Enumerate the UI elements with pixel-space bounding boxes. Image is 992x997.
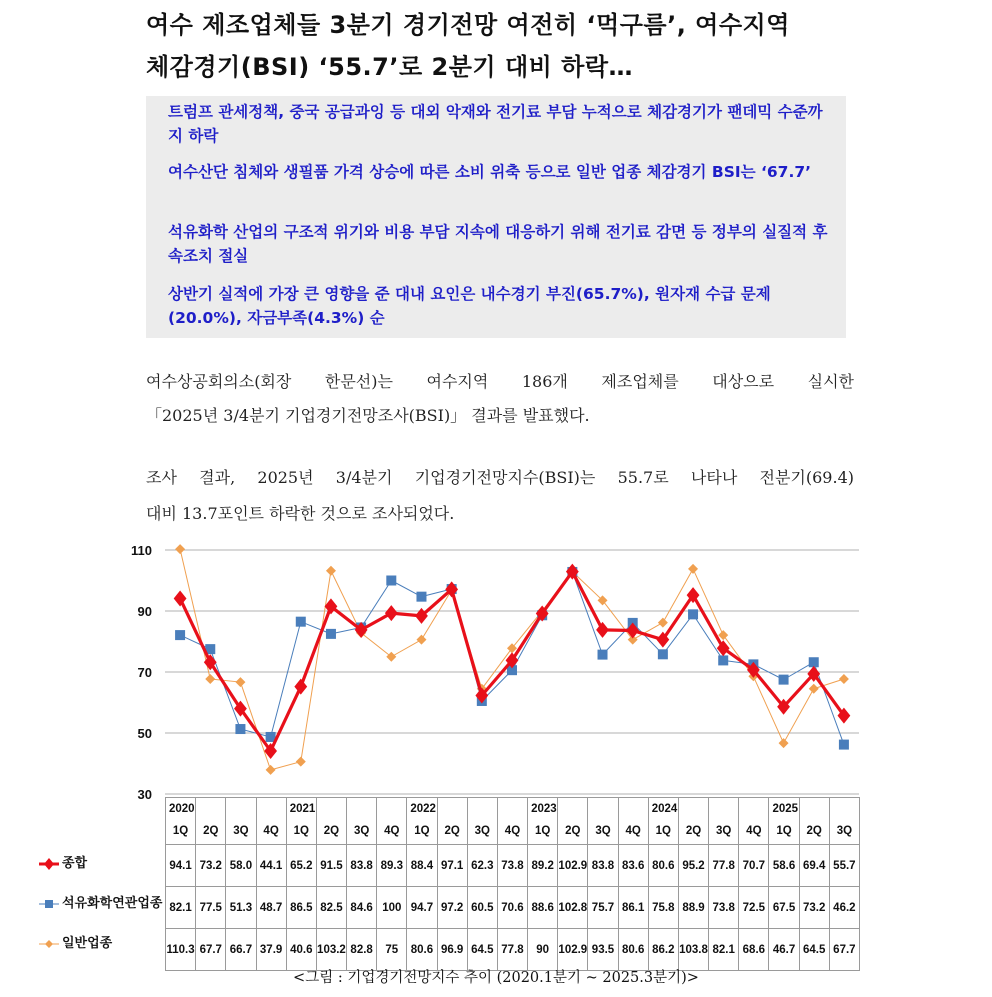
legend-entry xyxy=(38,852,87,871)
legend-marker-icon xyxy=(38,855,62,870)
data-label: 94.7 xyxy=(407,887,437,929)
legend-marker-icon xyxy=(38,935,62,950)
category-label xyxy=(467,798,497,845)
series-1-point xyxy=(294,679,307,695)
quarter-label: 1Q xyxy=(414,825,430,837)
quarter-label: 1Q xyxy=(293,825,309,837)
data-label: 80.6 xyxy=(618,929,648,971)
category-label xyxy=(316,798,346,845)
data-label: 84.6 xyxy=(347,887,377,929)
data-label: 100 xyxy=(377,887,407,929)
data-label: 93.5 xyxy=(588,929,618,971)
year-label xyxy=(257,798,286,820)
data-label: 62.3 xyxy=(467,845,497,887)
year-label xyxy=(679,798,708,820)
quarter-label: 3Q xyxy=(233,825,249,837)
body-paragraph-2-line-2: 대비 13.7포인트 하락한 것으로 조사되었다. xyxy=(146,504,455,523)
category-label xyxy=(829,798,859,845)
data-label: 97.2 xyxy=(437,887,467,929)
headline-line-2: 체감경기(BSI) ‘55.7’로 2분기 대비 하락… xyxy=(146,53,634,81)
series-2-point xyxy=(779,675,789,685)
summary-item-1: 트럼프 관세정책, 중국 공급과잉 등 대외 악재와 전기료 부담 누적으로 체감경기가 팬데믹 수준까지 하락 xyxy=(168,103,823,145)
series-3-point xyxy=(266,765,276,775)
category-label xyxy=(528,798,558,845)
headline xyxy=(146,4,866,88)
data-label: 102.8 xyxy=(558,887,588,929)
series-1-point xyxy=(174,590,187,606)
y-tick-label: 50 xyxy=(137,726,152,741)
category-label xyxy=(196,798,226,845)
body-paragraph-2-line-1: 조사 결과, 2025년 3/4분기 기업경기전망지수(BSI)는 55.7로 나타나 전분기(69.4) xyxy=(146,468,854,487)
quarter-label: 2Q xyxy=(323,825,340,837)
category-label xyxy=(407,798,437,845)
category-label xyxy=(558,798,588,845)
data-label: 88.9 xyxy=(678,887,708,929)
data-label: 82.1 xyxy=(166,887,196,929)
data-label: 58.6 xyxy=(769,845,799,887)
quarter-label: 1Q xyxy=(172,825,189,837)
year-label xyxy=(317,798,346,820)
data-label: 95.2 xyxy=(678,845,708,887)
year-label xyxy=(830,798,859,820)
legend-label: 종합 xyxy=(62,855,88,870)
legend-label: 일반업종 xyxy=(62,935,113,950)
category-label xyxy=(769,798,799,845)
series-3-point xyxy=(235,677,245,687)
category-label xyxy=(166,798,196,845)
series-2-point xyxy=(175,630,185,640)
series-2-point xyxy=(598,650,608,660)
series-3-point xyxy=(688,564,698,574)
y-tick-label: 70 xyxy=(137,665,152,680)
category-label xyxy=(347,798,377,845)
year-label xyxy=(196,798,225,820)
year-label xyxy=(619,798,648,820)
series-3-point xyxy=(658,618,668,628)
category-label xyxy=(497,798,527,845)
data-label: 89.2 xyxy=(528,845,558,887)
data-label: 96.9 xyxy=(437,929,467,971)
category-label xyxy=(256,798,286,845)
category-label xyxy=(437,798,467,845)
series-3-point xyxy=(779,738,789,748)
data-label: 110.3 xyxy=(166,929,196,971)
year-label xyxy=(377,798,406,820)
body-paragraph-1-line-1: 여수상공회의소(회장 한문선)는 여수지역 186개 제조업체를 대상으로 실시한 xyxy=(146,372,854,391)
data-label: 102.9 xyxy=(558,845,588,887)
series-2-point xyxy=(809,657,819,667)
data-label: 64.5 xyxy=(467,929,497,971)
y-tick-label: 110 xyxy=(131,543,152,558)
year-label xyxy=(438,798,467,820)
body-paragraph-1-line-2: 「2025년 3/4분기 기업경기전망조사(BSI)」 결과를 발표했다. xyxy=(146,406,590,425)
data-label: 80.6 xyxy=(648,845,678,887)
data-label: 97.1 xyxy=(437,845,467,887)
data-label: 44.1 xyxy=(256,845,286,887)
data-label: 70.6 xyxy=(497,887,527,929)
headline-line-1: 여수 제조업체들 3분기 경기전망 여전히 ‘먹구름’, 여수지역 xyxy=(146,11,790,39)
category-label xyxy=(648,798,678,845)
legend-label: 석유화학연관업종 xyxy=(62,895,163,910)
series-2-point xyxy=(326,629,336,639)
y-tick-label: 90 xyxy=(137,604,152,619)
data-label: 77.5 xyxy=(196,887,226,929)
category-label xyxy=(618,798,648,845)
data-label: 88.4 xyxy=(407,845,437,887)
data-label: 72.5 xyxy=(739,887,769,929)
quarter-label: 4Q xyxy=(504,825,521,837)
data-label: 48.7 xyxy=(256,887,286,929)
data-label: 67.5 xyxy=(769,887,799,929)
data-label: 60.5 xyxy=(467,887,497,929)
data-label: 46.7 xyxy=(769,929,799,971)
year-label xyxy=(800,798,829,820)
data-label: 75.8 xyxy=(648,887,678,929)
year-label: 2021 xyxy=(289,803,316,815)
data-label: 103.2 xyxy=(316,929,346,971)
quarter-label: 3Q xyxy=(474,825,490,837)
data-label: 82.5 xyxy=(316,887,346,929)
quarter-label: 3Q xyxy=(836,825,853,837)
data-label: 75 xyxy=(377,929,407,971)
data-label: 55.7 xyxy=(829,845,859,887)
table-row xyxy=(166,887,860,929)
category-label xyxy=(226,798,256,845)
data-label: 75.7 xyxy=(588,887,618,929)
series-2-point xyxy=(235,724,245,734)
category-label xyxy=(709,798,739,845)
quarter-label: 1Q xyxy=(534,825,551,837)
year-label xyxy=(226,798,255,820)
data-label: 77.8 xyxy=(709,845,739,887)
year-label: 2023 xyxy=(531,803,557,815)
category-label xyxy=(286,798,316,845)
data-label: 83.6 xyxy=(618,845,648,887)
data-label: 73.2 xyxy=(799,887,829,929)
quarter-label: 2Q xyxy=(806,825,822,837)
data-label: 73.8 xyxy=(497,845,527,887)
quarter-label: 2Q xyxy=(203,825,219,837)
data-label: 65.2 xyxy=(286,845,316,887)
data-label: 86.5 xyxy=(286,887,316,929)
series-3-point xyxy=(416,635,426,645)
quarter-label: 3Q xyxy=(353,825,370,837)
year-label xyxy=(558,798,587,820)
quarter-label: 2Q xyxy=(685,825,702,837)
series-3-point xyxy=(386,652,396,662)
data-label: 90 xyxy=(528,929,558,971)
data-label: 82.1 xyxy=(709,929,739,971)
data-label: 89.3 xyxy=(377,845,407,887)
figure-caption: <그림 : 기업경기전망지수 추이 (2020.1분기 ~ 2025.3분기)> xyxy=(293,970,699,986)
data-label: 46.2 xyxy=(829,887,859,929)
year-label xyxy=(468,798,497,820)
summary-item-2: 여수산단 침체와 생필품 가격 상승에 따른 소비 위축 등으로 일반 업종 체감경기 BSI는 ‘67.7’ xyxy=(168,163,812,181)
year-label xyxy=(739,798,768,820)
data-label: 73.2 xyxy=(196,845,226,887)
legend-entry xyxy=(38,932,112,951)
data-label: 102.9 xyxy=(558,929,588,971)
category-label xyxy=(678,798,708,845)
data-label: 58.0 xyxy=(226,845,256,887)
data-label: 66.7 xyxy=(226,929,256,971)
year-label: 2020 xyxy=(169,803,195,815)
data-label: 37.9 xyxy=(256,929,286,971)
quarter-label: 3Q xyxy=(595,825,611,837)
category-label xyxy=(588,798,618,845)
data-label: 67.7 xyxy=(829,929,859,971)
series-3-point xyxy=(205,674,215,684)
series-2-point xyxy=(688,609,698,619)
summary-item-4: 상반기 실적에 가장 큰 영향을 준 대내 요인은 내수경기 부진(65.7%), 원자재 수급 문제(20.0%), 자금부족(4.3%) 순 xyxy=(168,285,771,327)
category-label xyxy=(739,798,769,845)
data-label: 103.8 xyxy=(678,929,708,971)
data-label: 91.5 xyxy=(316,845,346,887)
summary-box xyxy=(146,96,846,338)
quarter-label: 1Q xyxy=(655,825,671,837)
series-3-point xyxy=(326,566,336,576)
bsi-line-chart xyxy=(0,538,992,800)
category-label xyxy=(799,798,829,845)
legend-marker-icon xyxy=(38,895,62,910)
year-label xyxy=(347,798,376,820)
year-label: 2025 xyxy=(772,803,799,815)
data-label: 40.6 xyxy=(286,929,316,971)
category-label xyxy=(377,798,407,845)
data-label: 67.7 xyxy=(196,929,226,971)
table-row xyxy=(166,845,860,887)
quarter-label: 2Q xyxy=(565,825,581,837)
series-2-point xyxy=(416,592,426,602)
series-1-point xyxy=(385,605,398,621)
series-3-point xyxy=(809,684,819,694)
year-label xyxy=(588,798,617,820)
year-label xyxy=(498,798,527,820)
data-label: 69.4 xyxy=(799,845,829,887)
data-label: 73.8 xyxy=(709,887,739,929)
data-label: 83.8 xyxy=(347,845,377,887)
series-3-point xyxy=(175,544,185,554)
data-label: 70.7 xyxy=(739,845,769,887)
series-3-point xyxy=(718,630,728,640)
data-label: 86.1 xyxy=(618,887,648,929)
data-label: 88.6 xyxy=(528,887,558,929)
data-label: 86.2 xyxy=(648,929,678,971)
data-label: 64.5 xyxy=(799,929,829,971)
year-label: 2024 xyxy=(651,803,678,815)
year-label: 2022 xyxy=(410,803,436,815)
quarter-label: 4Q xyxy=(746,825,762,837)
data-label: 68.6 xyxy=(739,929,769,971)
summary-item-3: 석유화학 산업의 구조적 위기와 비용 부담 지속에 대응하기 위해 전기료 감면 등 정부의 실질적 후속조치 절실 xyxy=(168,223,828,265)
series-2-point xyxy=(296,617,306,627)
data-label: 83.8 xyxy=(588,845,618,887)
table-header-row xyxy=(166,798,860,845)
series-3-point xyxy=(839,674,849,684)
series-3-point xyxy=(296,757,306,767)
data-label: 80.6 xyxy=(407,929,437,971)
table-row xyxy=(166,929,860,971)
series-2-point xyxy=(658,649,668,659)
data-label: 77.8 xyxy=(497,929,527,971)
data-label: 94.1 xyxy=(166,845,196,887)
quarter-label: 2Q xyxy=(444,825,460,837)
series-2-point xyxy=(386,576,396,586)
data-label: 51.3 xyxy=(226,887,256,929)
quarter-label: 4Q xyxy=(384,825,400,837)
legend-entry xyxy=(38,892,162,911)
year-label xyxy=(709,798,738,820)
series-2-point xyxy=(718,655,728,665)
quarter-label: 3Q xyxy=(716,825,732,837)
series-3-point xyxy=(507,643,517,653)
quarter-label: 4Q xyxy=(263,825,279,837)
data-label: 82.8 xyxy=(347,929,377,971)
series-2-point xyxy=(839,740,849,750)
quarter-label: 4Q xyxy=(625,825,641,837)
quarter-label: 1Q xyxy=(776,825,792,837)
chart-data-table xyxy=(165,797,860,971)
y-tick-label: 30 xyxy=(137,787,152,800)
